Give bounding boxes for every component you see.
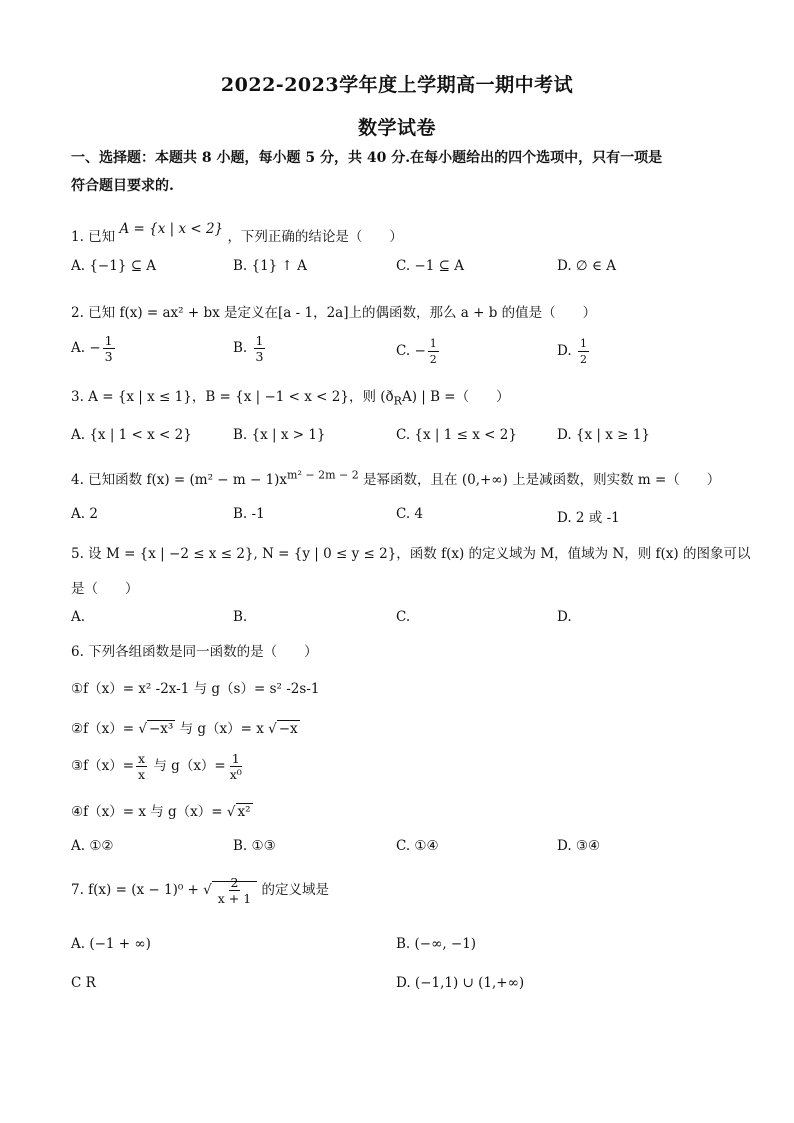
q4-option-d[interactable]: D. 2 或 -1: [557, 510, 620, 526]
question-6-stem: 6. 下列各组函数是同一函数的是（ ）: [71, 644, 318, 660]
q1-set-expression: A = {x | x < 2}: [119, 221, 224, 237]
sqrt-icon: √: [138, 721, 147, 737]
q2-c-numerator: 1: [429, 337, 437, 350]
q6-i3-denominator-2: x⁰: [229, 767, 242, 782]
question-5-stem-line2: 是（ ）: [71, 581, 139, 597]
exam-title: 2022-2023学年度上学期高一期中考试: [220, 74, 574, 96]
q5-option-c[interactable]: C.: [396, 609, 411, 625]
sqrt-icon: √: [226, 804, 236, 820]
q2-b-label: B.: [233, 340, 248, 356]
q6-i3-numerator-2: 1: [231, 751, 240, 766]
q6-i2-radicand-1: −x³: [148, 721, 174, 737]
q2-a-fraction: [103, 333, 115, 364]
section-heading-line2: 符合题目要求的.: [71, 178, 174, 194]
section-heading-line1: 一、选择题：本题共 8 小题，每小题 5 分，共 40 分.在每小题给出的四个选项中，只有一项是: [71, 150, 663, 166]
q4-stem-pre: 4. 已知函数 f(x) = (m² − m − 1)x: [71, 472, 288, 488]
q2-a-denominator: 3: [104, 349, 113, 364]
q3-stem-end: A) | B =（ ）: [401, 389, 510, 405]
q4-option-b[interactable]: B. -1: [233, 506, 265, 522]
q1-stem-pre: 1. 已知: [71, 229, 116, 245]
q6-item-3: [71, 751, 246, 782]
q6-i4-pre: ④f（x）= x 与 g（x）=: [71, 804, 223, 820]
q1-option-b[interactable]: B. {1} ↑ A: [233, 258, 307, 274]
q1-option-c[interactable]: C. −1 ⊆ A: [396, 258, 464, 274]
q6-i2-pre: ②f（x）=: [71, 721, 135, 737]
question-1-stem: [71, 221, 403, 245]
q2-c-sign: −: [414, 343, 426, 359]
q5-option-a[interactable]: A.: [71, 609, 86, 625]
q2-d-fraction: [578, 336, 589, 367]
q6-i3-fraction-2: [228, 751, 244, 782]
q4-stem-exponent: m² − 2m − 2: [287, 468, 359, 482]
q7-denominator: x + 1: [217, 891, 252, 906]
q6-item-4: [71, 800, 253, 820]
q3-option-a[interactable]: A. {x | 1 < x < 2}: [71, 427, 192, 443]
q7-option-b[interactable]: B. (−∞, −1): [396, 936, 477, 952]
q6-i4-radicand: x²: [237, 804, 251, 820]
q7-option-d[interactable]: D. (−1,1) ∪ (1,+∞): [396, 975, 525, 991]
q2-option-b[interactable]: [233, 333, 267, 364]
question-4-stem: [71, 468, 720, 488]
question-7-stem: [71, 875, 329, 906]
sqrt-icon: √: [203, 882, 212, 898]
q6-option-a[interactable]: A. ①②: [71, 838, 114, 854]
q6-i3-pre: ③f（x）=: [71, 758, 135, 774]
q6-i3-fraction-1: [136, 751, 147, 782]
q1-option-d[interactable]: D. ∅ ∈ A: [557, 258, 617, 274]
q7-fraction: [216, 875, 253, 906]
q2-b-numerator: 1: [255, 333, 264, 348]
q6-option-c[interactable]: C. ①④: [396, 838, 439, 854]
q2-option-c[interactable]: [396, 336, 441, 367]
q2-a-numerator: 1: [104, 333, 113, 348]
q2-c-denominator: 2: [429, 353, 437, 366]
q7-option-c[interactable]: C R: [71, 975, 96, 991]
q2-c-fraction: [428, 336, 439, 367]
q4-stem-post: 是幂函数，且在 (0,+∞) 上是减函数，则实数 m =（ ）: [358, 472, 721, 488]
q2-a-sign: −: [89, 340, 101, 356]
q5-option-b[interactable]: B.: [233, 609, 248, 625]
q6-i3-numerator-1: x: [138, 751, 146, 766]
q7-radicand: [212, 875, 257, 906]
sqrt-icon: √: [268, 721, 277, 737]
q6-option-b[interactable]: B. ①③: [233, 838, 276, 854]
question-2-stem: 2. 已知 f(x) = ax² + bx 是定义在[a - 1，2a]上的偶函数，那么 a + b 的值是（ ）: [71, 305, 597, 321]
q3-option-c[interactable]: C. {x | 1 ≤ x < 2}: [396, 427, 517, 443]
q7-stem-pre: 7. f(x) = (x − 1)⁰ +: [71, 882, 199, 898]
q7-stem-post: 的定义域是: [261, 882, 329, 898]
q3-stem-main: 3. A = {x | x ≤ 1}，B = {x | −1 < x < 2}，则 (ð: [71, 389, 394, 405]
q6-option-d[interactable]: D. ③④: [557, 838, 601, 854]
q4-option-c[interactable]: C. 4: [396, 506, 424, 522]
question-5-stem-line1: 5. 设 M = {x | −2 ≤ x ≤ 2}, N = {y | 0 ≤ y ≤ 2}，函数 f(x) 的定义域为 M，值域为 N，则 f(x) 的图象可以: [71, 546, 751, 562]
q1-option-a[interactable]: A. {−1} ⊆ A: [71, 258, 157, 274]
q2-d-denominator: 2: [579, 353, 587, 366]
q6-i2-radicand-2: −x: [278, 721, 298, 737]
q6-item-2: [71, 717, 300, 737]
section-heading: [71, 144, 731, 200]
q7-option-a[interactable]: A. (−1 + ∞): [71, 936, 151, 952]
q4-option-a[interactable]: A. 2: [71, 506, 98, 522]
q1-stem-post: ，下列正确的结论是（ ）: [227, 229, 403, 245]
q3-option-d[interactable]: D. {x | x ≥ 1}: [557, 427, 650, 443]
q5-option-d[interactable]: D.: [557, 609, 572, 625]
q2-b-denominator: 3: [255, 349, 264, 364]
q6-i2-mid: 与 g（x）= x: [179, 721, 264, 737]
q2-d-label: D.: [557, 343, 572, 359]
q2-option-d[interactable]: [557, 336, 591, 367]
question-3-stem: [71, 385, 510, 408]
q2-a-label: A.: [71, 340, 86, 356]
q2-b-fraction: [254, 333, 266, 364]
q6-item-1: ①f（x）= x² -2x-1 与 g（s）= s² -2s-1: [71, 681, 320, 697]
exam-subtitle: 数学试卷: [357, 117, 436, 139]
q2-option-a[interactable]: [71, 333, 117, 364]
q2-d-numerator: 1: [579, 337, 587, 350]
q3-stem-subscript: R: [393, 394, 402, 408]
q2-c-label: C.: [396, 343, 411, 359]
q3-option-b[interactable]: B. {x | x > 1}: [233, 427, 326, 443]
q6-i3-mid: 与 g（x）=: [153, 758, 226, 774]
q7-numerator: 2: [230, 875, 239, 890]
q6-i3-denominator-1: x: [138, 767, 146, 782]
